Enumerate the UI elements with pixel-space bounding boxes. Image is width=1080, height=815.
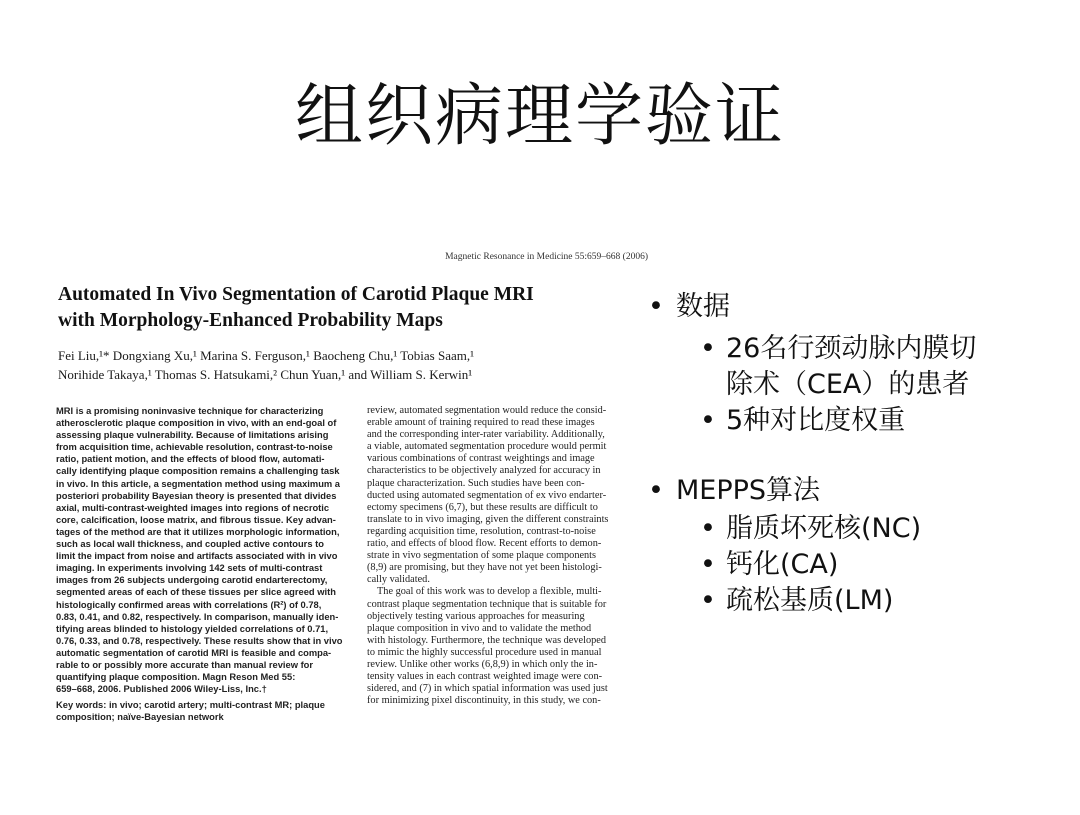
bullet-data [648,290,730,324]
abstract-line: limit the impact from noise and artifacts associated with in vivo [56,551,338,562]
abstract-line: segmented areas of each of these tissues per slice agreed with [56,587,336,598]
abstract-line: core, calcification, loose matrix, and fibrous tissue. Key advan- [56,514,336,525]
abstract-line: rable to or possibly more accurate than manual review for [56,659,314,670]
paper-title-line: Automated In Vivo Segmentation of Carotid Plaque MRI [58,284,534,305]
bullet-patients-line1: 26名行颈动脉内膜切 [726,333,977,364]
body-line: ratio, and effects of blood flow. Recent efforts to demon- [367,538,602,550]
abstract-line: tages of the method are that it utilizes morphologic information, [56,526,340,537]
bullet-lm-label: 疏松基质(LM) [726,585,894,616]
abstract-line: automatic segmentation of carotid MRI is feasible and compa- [56,647,332,658]
abstract-line: in vivo. In this article, a segmentation method using maximum a [56,478,341,489]
body-line: strate in vivo segmentation of some plaque components [367,550,597,562]
keywords [56,699,348,723]
sub-bullet-marker: • [700,513,716,544]
paper-authors [58,346,648,384]
abstract-line: posteriori probability Bayesian theory is presented that divides [56,490,337,501]
abstract-line: axial, multi-contrast-weighted images into regions of necrotic [56,502,330,513]
abstract-line: atherosclerotic plaque composition in vivo, with an end-goal of [56,418,337,429]
body-line: various combinations of contrast weightings and image [367,453,595,465]
sub-bullet-marker: • [700,333,716,364]
body-line: objectively testing various approaches for measuring [367,610,585,622]
paper-title [58,282,648,334]
body-line: and the corresponding inter-rater variability. Additionally, [367,429,605,441]
abstract-line: cally identifying plaque composition remains a challenging task [56,466,340,477]
paper-excerpt [56,252,650,736]
body-line: regarding acquisition time, resolution, contrast-to-noise [367,525,596,537]
body-line: tensity values in each contrast weighted image were con- [367,671,603,683]
bullet-heading-data: 数据 [676,291,730,322]
bullet-nc-label: 脂质坏死核(NC) [726,513,922,544]
abstract-line: such as local wall thickness, and coupled active contours to [56,539,324,550]
body-line: plaque composition in vivo and to validate the method [367,622,592,634]
keyword-line: composition; naïve-Bayesian network [56,712,224,723]
body-line: with histology. Furthermore, the technique was developed [367,634,606,646]
body-line: ducted using automated segmentation of ex vivo endarter- [367,489,607,501]
body-line: a viable, automated segmentation procedure would permit [367,441,607,453]
body-line: for minimizing pixel discontinuity, in this study, we con- [367,695,601,707]
abstract-line: MRI is a promising noninvasive technique for characterizing [56,406,324,416]
sub-bullet-marker: • [700,549,716,580]
bullet-ca-label: 钙化(CA) [726,549,839,580]
body-line: characteristics to be objectively analyzed for accuracy in [367,465,601,477]
bullet-contrast-weights [700,402,905,439]
bullet-marker: • [648,475,664,506]
bullet-marker: • [648,291,664,322]
body-line: plaque characterization. Such studies have been con- [367,477,585,489]
body-line: erable amount of training required to read these images [367,417,595,429]
body-line: review, automated segmentation would reduce the consid- [367,405,607,416]
abstract-line: tifying areas blinded to histology yielded correlations of 0.71, [56,623,329,634]
abstract-line: from acquisition time, achievable resolution, contrast-to-noise [56,442,333,453]
bullet-patients-continuation: 除术（CEA）的患者 [726,369,970,400]
bullet-nc [700,510,921,547]
body-line: (8,9) are promising, but they have not yet been histologi- [367,562,602,574]
abstract-line: 0.76, 0.33, and 0.78, respectively. These results show that in vivo [56,635,343,646]
body-line: review. Unlike other works (6,8,9) in which only the in- [367,658,598,670]
paper-title-line: with Morphology-Enhanced Probability Maps [58,310,443,331]
journal-citation: Magnetic Resonance in Medicine 55:659–668 (2006) [445,252,648,262]
slide-title: 组织病理学验证 [294,77,785,156]
body-line: ectomy specimens (6,7), but these results are difficult to [367,501,598,513]
bullet-heading-algorithm: MEPPS算法 [676,475,821,506]
bullet-lm [700,582,893,619]
abstract-line: 659–668, 2006. Published 2006 Wiley-Liss, Inc.† [56,684,267,695]
abstract-line: quantifying plaque composition. Magn Reson Med 55: [56,672,296,683]
body-line: translate to in vivo imaging, given the different constraints [367,513,609,525]
bullet-patients [700,330,976,367]
body-column [367,405,649,707]
abstract-column [56,405,348,723]
body-line: cally validated. [367,574,430,586]
abstract-line: ratio, patient motion, and the effects of blood flow, automati- [56,454,325,465]
abstract-line: imaging. In experiments involving 142 sets of multi-contrast [56,563,323,574]
author-line: Fei Liu,¹* Dongxiang Xu,¹ Marina S. Ferguson,¹ Baocheng Chu,¹ Tobias Saam,¹ [58,348,475,363]
abstract-line: histologically confirmed areas with correlations (R²) of 0.78, [56,599,322,610]
bullet-contrast-weights-label: 5种对比度权重 [726,405,906,436]
sub-bullet-marker: • [700,585,716,616]
bullet-ca [700,546,838,583]
body-line: to mimic the highly successful procedure used in manual [367,646,602,658]
sub-bullet-marker: • [700,405,716,436]
keyword-line: Key words: in vivo; carotid artery; multi-contrast MR; plaque [56,700,325,711]
body-line: contrast plaque segmentation technique that is suitable for [367,598,607,610]
abstract-line: images from 26 subjects undergoing carotid endarterectomy, [56,575,328,586]
body-line: The goal of this work was to develop a flexible, multi- [377,586,602,598]
body-line: sidered, and (7) in which spatial information was used just [367,683,608,695]
author-line: Norihide Takaya,¹ Thomas S. Hatsukami,² Chun Yuan,¹ and William S. Kerwin¹ [58,367,473,382]
abstract-line: assessing plaque vulnerability. Because of limitations arising [56,430,329,441]
abstract-line: 0.83, 0.41, and 0.82, respectively. In comparison, manually iden- [56,611,339,622]
bullet-algorithm [648,474,820,508]
